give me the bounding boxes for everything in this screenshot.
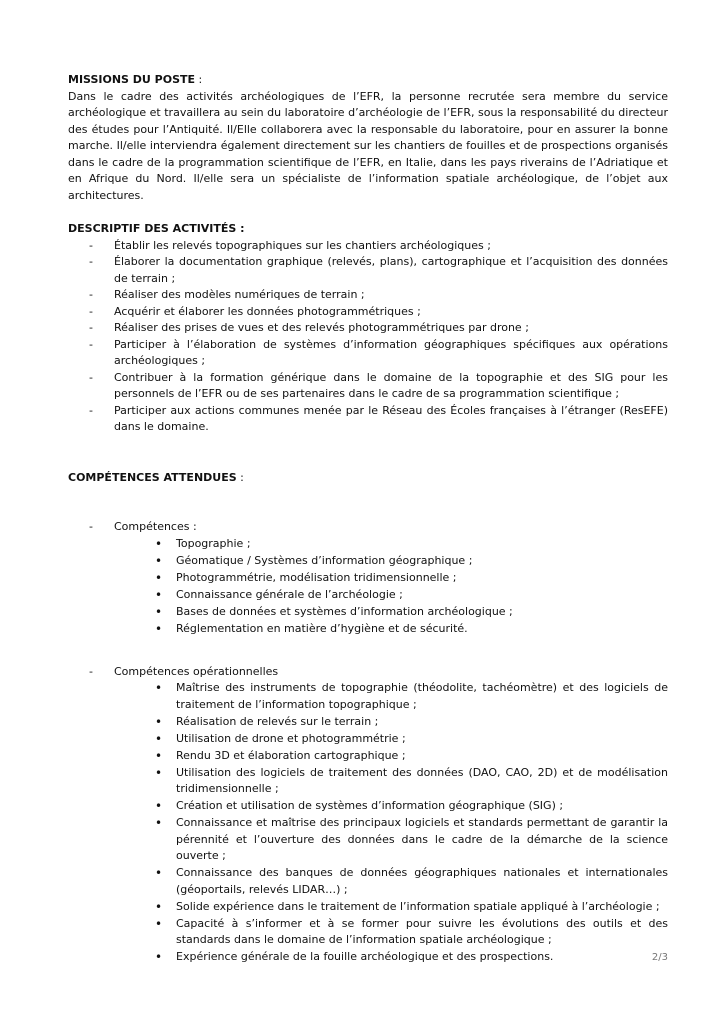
competence-item: • Solide expérience dans le traitement de l’information spatiale appliqué à l’archéologie ; [68,899,668,916]
competence-item: • Connaissance générale de l’archéologie ; [68,587,668,604]
competence-item: • Utilisation des logiciels de traitement des données (DAO, CAO, 2D) et de modélisation tridimensionnelle ; [68,765,668,798]
competence-item: • Géomatique / Systèmes d’information géographique ; [68,553,668,570]
competences-title-suffix: : [236,470,244,484]
competence-item: • Topographie ; [68,536,668,553]
spacer [68,486,668,519]
activite-item: - Participer à l’élaboration de systèmes d’information géographiques spécifiques aux opérations archéologiques ; [68,337,668,370]
competences-group-list [68,664,668,681]
spacer [68,436,668,470]
competences-operationnelles-list [68,680,668,966]
activite-item: - Élaborer la documentation graphique (relevés, plans), cartographique et l’acquisition des données de terrain ; [68,254,668,287]
competence-item: • Connaissance et maîtrise des principaux logiciels et standards permettant de garantir la pérennité et l’ouverture des données dans le cadre de la démarche de la science ouverte ; [68,815,668,865]
missions-title: MISSIONS DU POSTE [68,73,196,86]
competences-group-label: Compétences opérationnelles [114,664,279,678]
competences-list [68,536,668,638]
missions-paragraph: Dans le cadre des activités archéologiques de l’EFR, la personne recrutée sera membre du service archéologique et travaillera au sein du laboratoire d’archéologie de l’EFR, sous la responsabilité du directeur des études pour l’Antiquité. Il/Elle collaborera avec la responsable du laboratoire, pour en assurer la bonne marche. Il/elle interviendra également directement sur les chantiers de fouilles et de prospections organisés dans le cadre de la programmation scientifique de l’EFR, en Italie, dans les pays riverains de l’Adriatique et en Afrique du Nord. Il/elle sera un spécialiste de l’information spatiale archéologique, de l’objet aux architectures. [68,89,668,202]
page-content [68,72,668,966]
competences-group [68,519,668,536]
competence-item: • Rendu 3D et élaboration cartographique ; [68,748,668,765]
competences-group-list [68,519,668,536]
competences-group [68,664,668,681]
competence-item: • Capacité à s’informer et à se former pour suivre les évolutions des outils et des standards dans le domaine de l’information spatiale archéologique ; [68,916,668,949]
activite-item: - Participer aux actions communes menée par le Réseau des Écoles françaises à l’étranger (ResEFE) dans le domaine. [68,403,668,436]
activite-item: - Contribuer à la formation générique dans le domaine de la topographie et des SIG pour les personnels de l’EFR ou de ses partenaires dans le cadre de sa programmation scientifique ; [68,370,668,403]
competence-item: • Utilisation de drone et photogrammétrie ; [68,731,668,748]
missions-heading [68,72,668,89]
competences-title: COMPÉTENCES ATTENDUES [68,470,237,484]
activite-item: - Réaliser des prises de vues et des relevés photogrammétriques par drone ; [68,320,668,337]
competence-item: • Réglementation en matière d’hygiène et de sécurité. [68,621,668,638]
competences-heading [68,470,668,487]
competence-item: • Connaissance des banques de données géographiques nationales et internationales (géoportails, relevés LIDAR…) ; [68,865,668,898]
page-number: 2/3 [651,952,668,963]
competence-item: • Création et utilisation de systèmes d’information géographique (SIG) ; [68,798,668,815]
spacer [68,638,668,664]
activites-list [68,238,668,436]
competence-item: • Réalisation de relevés sur le terrain ; [68,714,668,731]
competences-group-label: Compétences : [114,520,197,533]
competence-item: • Expérience générale de la fouille archéologique et des prospections. [68,949,668,966]
missions-title-suffix: : [195,73,203,86]
activite-item: - Établir les relevés topographiques sur les chantiers archéologiques ; [68,238,668,255]
activite-item: - Réaliser des modèles numériques de terrain ; [68,287,668,304]
activite-item: - Acquérir et élaborer les données photogrammétriques ; [68,304,668,321]
competence-item: • Photogrammétrie, modélisation tridimensionnelle ; [68,570,668,587]
spacer [68,204,668,221]
competence-item: • Maîtrise des instruments de topographie (théodolite, tachéomètre) et des logiciels de traitement de l’information topographique ; [68,680,668,713]
competence-item: • Bases de données et systèmes d’information archéologique ; [68,604,668,621]
activites-heading: DESCRIPTIF DES ACTIVITÉS : [68,222,245,235]
